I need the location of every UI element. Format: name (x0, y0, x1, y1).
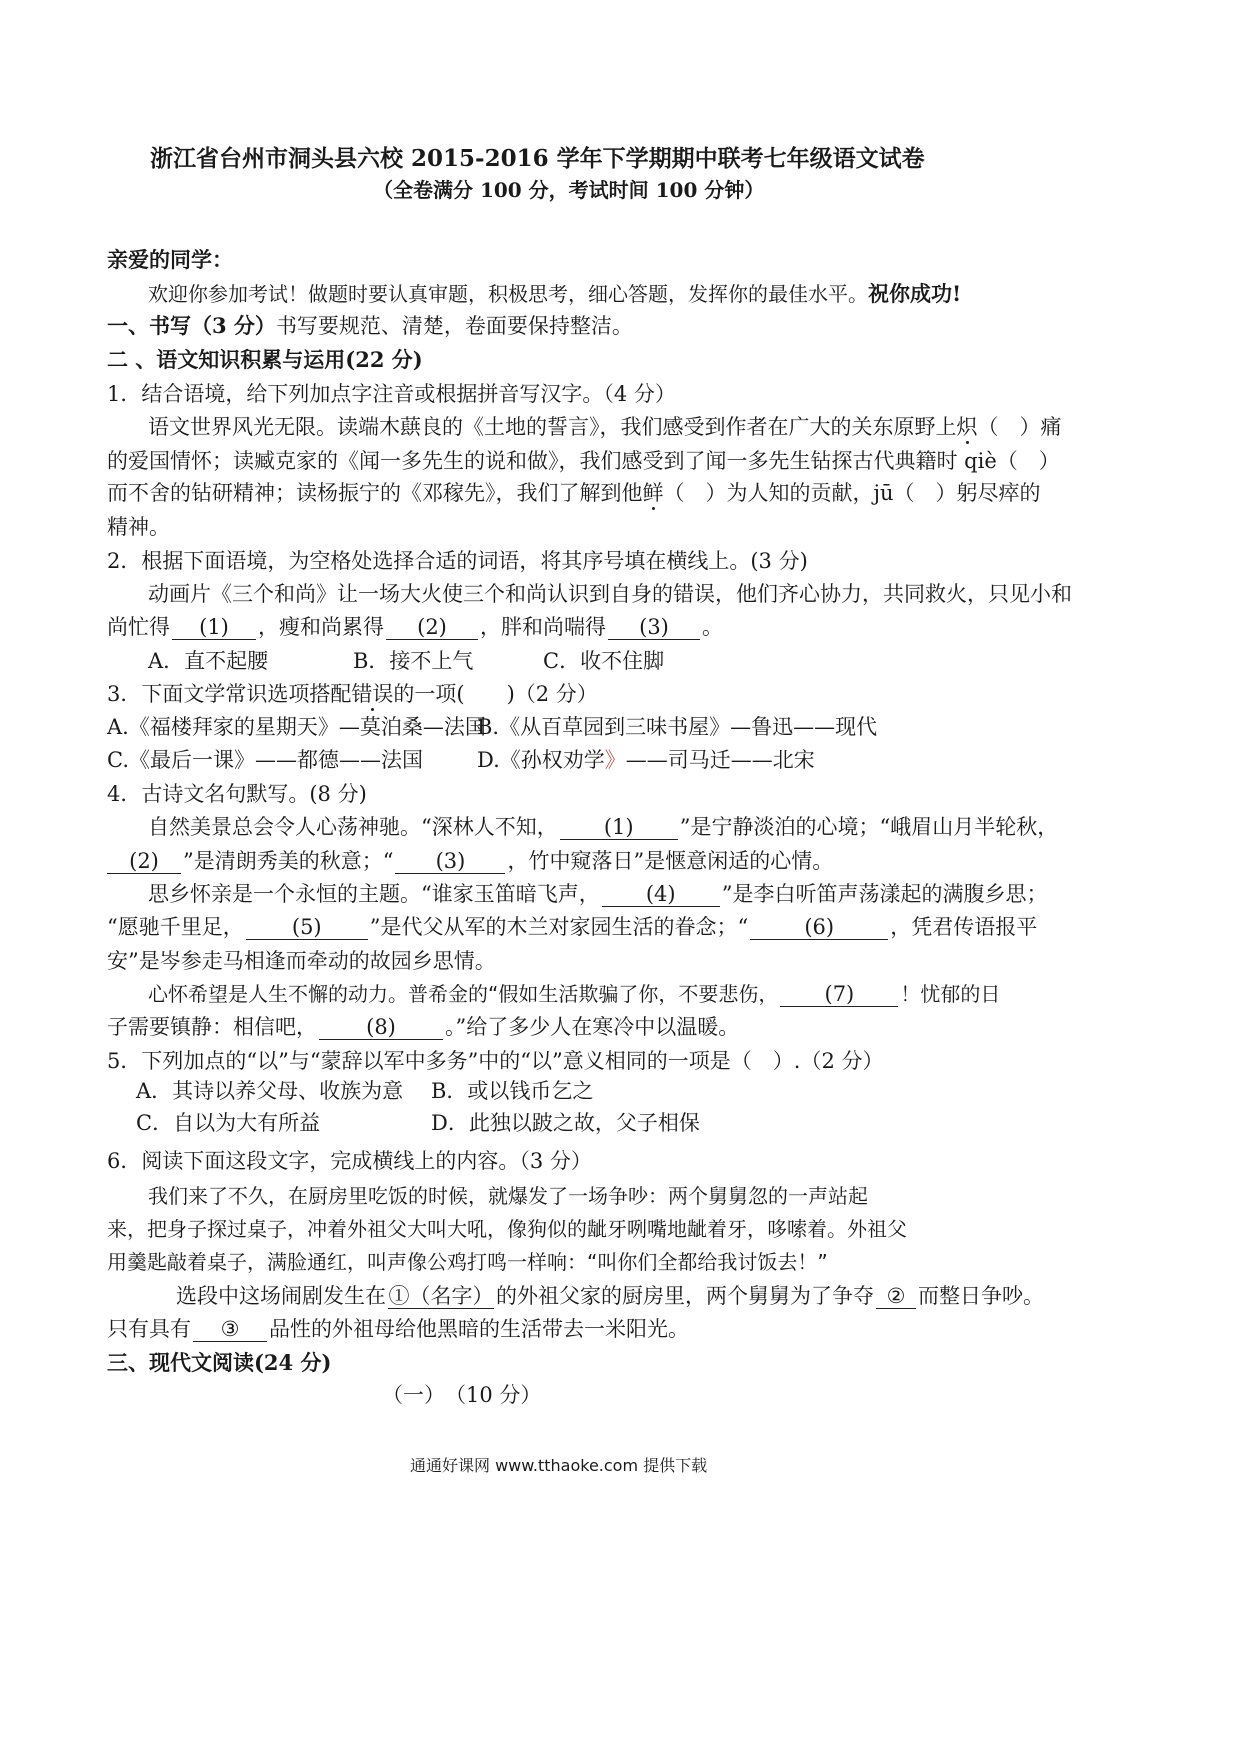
answer-blank[interactable]: (3) (608, 615, 700, 640)
answer-blank[interactable]: ② (876, 1284, 916, 1309)
q6-stem: 6．阅读下面这段文字，完成横线上的内容。（3 分） (107, 1149, 592, 1173)
q6-passage-line-2: 来，把身子探过桌子，冲着外祖父大叫大吼，像狗似的龇牙咧嘴地龇着牙，哆嗦着。外祖父 (107, 1217, 907, 1241)
q4-line-2: (2) ”是清朗秀美的秋意；“ (3) ，竹中窥落日”是惬意闲适的心情。 (107, 847, 833, 875)
q3-options-row-2 (107, 746, 815, 774)
q4-line-4: “愿驰千里足， (5) ”是代父从军的木兰对家园生活的眷念；“ (6) ，凭君传语报平 (107, 915, 1038, 939)
q1-line-4: 精神。 (107, 515, 170, 539)
option-b: B.《从百草园到三味书屋》—鲁迅——现代 (477, 715, 878, 739)
q5-options-row-2 (136, 1109, 700, 1137)
q4-line-5: 安”是岑参走马相逢而牵动的故园乡思情。 (107, 949, 496, 973)
q1-line-1: 语文世界风光无限。读端木蕻良的《土地的誓言》，我们感受到作者在广大的关东原野上炽（ ）痛 (148, 415, 1062, 439)
dotted-word: 错误 (351, 682, 394, 706)
greeting-message: 欢迎你参加考试！做题时要认真审题，积极思考，细心答题，发挥你的最佳水平。祝你成功! (148, 281, 962, 306)
q3-stem: 3．下面文学常识选项搭配错误的一项( )（2 分） (107, 682, 598, 706)
q4-line-3: 思乡怀亲是一个永恒的主题。“谁家玉笛暗飞声， (4) ”是李白听笛声荡漾起的满腹乡思； (148, 882, 1048, 906)
q3-options-row-1 (107, 713, 877, 741)
option-c: C.《最后一课》——都德——法国 (107, 748, 423, 772)
q2-stem: 2．根据下面语境，为空格处选择合适的词语，将其序号填在横线上。(3 分) (107, 549, 808, 573)
q1-stem: 1．结合语境，给下列加点字注音或根据拼音写汉字。（4 分） (107, 382, 676, 406)
section-1-desc: 书写要规范、清楚，卷面要保持整洁。 (275, 314, 633, 338)
greeting-salutation: 亲爱的同学： (107, 247, 233, 272)
answer-blank[interactable]: (5) (246, 915, 368, 940)
q4-line-7: 子需要镇静：相信吧， (8) 。”给了多少人在寒冷中以温暖。 (107, 1015, 740, 1039)
option-a: A.《福楼拜家的星期天》—莫泊桑—法国 (107, 715, 486, 739)
q4-line-1: 自然美景总会令人心荡神驰。“深林人不知， (1) ”是宁静淡泊的心境；“峨眉山月半轮秋， (148, 815, 1059, 839)
q2-context: 动画片《三个和尚》让一场大火使三个和尚认识到自身的错误，他们齐心协力，共同救火，只见小和 (148, 582, 1072, 606)
answer-blank[interactable]: (2) (386, 615, 478, 640)
option-b: B．接不上气 (353, 649, 474, 673)
q2-options (148, 647, 664, 675)
option-d: D.《孙权劝学》——司马迁——北宋 (477, 748, 815, 772)
answer-blank[interactable]: (1) (172, 615, 256, 640)
answer-blank[interactable]: (4) (602, 882, 720, 907)
section-3-heading: 三、现代文阅读(24 分) (107, 1350, 332, 1375)
q1-line-3: 而不舍的钻研精神；读杨振宁的《邓稼先》，我们了解到他鲜（ ）为人知的贡献，jū（ ）躬尽瘁的 (107, 481, 1041, 505)
answer-blank[interactable]: ①（名字） (388, 1284, 494, 1308)
answer-blank[interactable]: (8) (319, 1015, 443, 1040)
q5-options-row-1 (136, 1077, 593, 1105)
q6-passage-line-1: 我们来了不久，在厨房里吃饭的时候，就爆发了一场争吵：两个舅舅忽的一声站起 (148, 1184, 868, 1208)
option-a: A．直不起腰 (148, 649, 269, 673)
q6-passage-line-3: 用羹匙敲着桌子，满脸通红，叫声像公鸡打鸣一样响：“叫你们全都给我讨饭去！” (107, 1250, 828, 1274)
answer-blank[interactable]: ③ (193, 1317, 267, 1342)
answer-blank[interactable]: (1) (560, 815, 678, 840)
q4-line-6: 心怀希望是人生不懈的动力。普希金的“假如生活欺骗了你，不要悲伤， (7) ！忧郁的日 (148, 982, 1001, 1006)
dotted-char: 鲜 (642, 481, 664, 505)
q2-blanks-line: 尚忙得 (1) ，瘦和尚累得 (2) ，胖和尚喘得 (3) 。 (107, 615, 723, 639)
dotted-char: 炽 (956, 415, 978, 439)
section-3-part-heading: （一） （10 分） (382, 1383, 542, 1407)
section-1 (107, 312, 633, 340)
greeting-wish: 祝你成功! (868, 281, 962, 306)
option-c: C．收不住脚 (543, 649, 665, 673)
option-d: D．此独以跛之故，父子相保 (431, 1111, 700, 1135)
option-b: B．或以钱币乞之 (431, 1079, 594, 1103)
q6-answer-line-2: 只有具有 ③ 品性的外祖母给他黑暗的生活带去一米阳光。 (107, 1317, 689, 1341)
answer-blank[interactable]: (7) (780, 982, 898, 1007)
answer-blank[interactable]: (3) (395, 849, 505, 874)
page-subtitle: （全卷满分 100 分，考试时间 100 分钟） (373, 178, 765, 202)
option-c: C．自以为大有所益 (136, 1111, 321, 1135)
section-2-heading: 二 、语文知识积累与运用(22 分) (107, 347, 423, 372)
q4-stem: 4．古诗文名句默写。(8 分) (107, 782, 367, 806)
q5-stem: 5．下列加点的“以”与“蒙辞以军中多务”中的“以”意义相同的一项是（ ）.（2 分） (107, 1049, 884, 1073)
option-a: A．其诗以养父母、收族为意 (136, 1079, 404, 1103)
section-1-heading: 一、书写（3 分） (107, 313, 276, 338)
q1-line-2: 的爱国情怀；读臧克家的《闻一多先生的说和做》，我们感受到了闻一多先生钻探古代典籍时 qiè（ ） (107, 449, 1060, 473)
q6-answer-line-1: 选段中这场闹剧发生在 ①（名字） 的外祖父家的厨房里，两个舅舅为了争夺 ② 而整日争吵。 (176, 1284, 1044, 1308)
answer-blank[interactable]: (2) (107, 849, 181, 874)
footer-source: 通通好课网 www.tthaoke.com 提供下载 (410, 1456, 708, 1475)
page-title: 浙江省台州市洞头县六校 2015-2016 学年下学期期中联考七年级语文试卷 (150, 145, 925, 172)
answer-blank[interactable]: (6) (750, 915, 888, 940)
